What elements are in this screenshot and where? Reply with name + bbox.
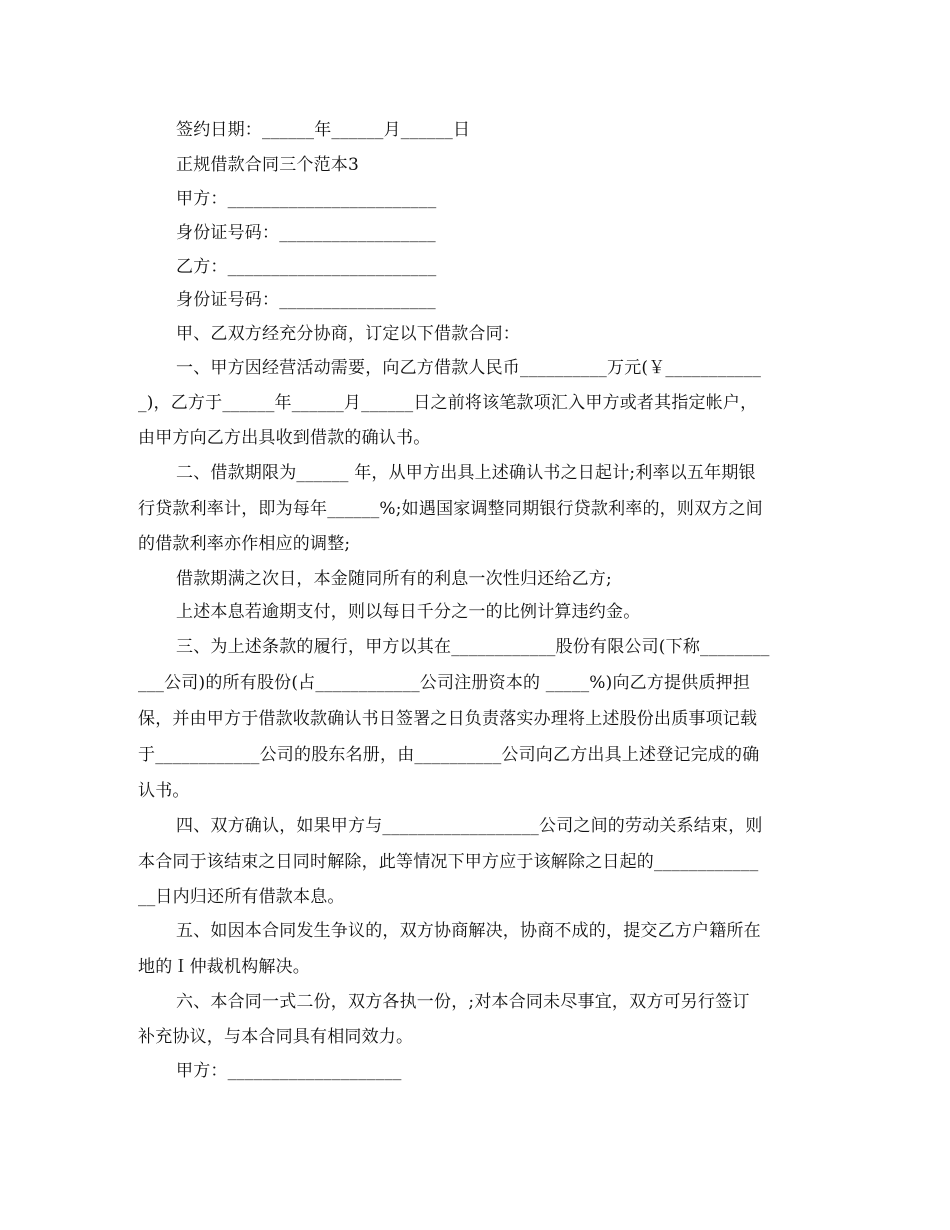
clause-6-line-1: 六、本合同一式二份，双方各执一份，;对本合同未尽事宜，双方可另行签订 [176, 992, 750, 1012]
clause-3-line-1: 三、为上述条款的履行，甲方以其在____________股份有限公司(下称________ [176, 637, 770, 657]
contract-title: 正规借款合同三个范本3 [176, 155, 360, 175]
clause-4-line-1: 四、双方确认，如果甲方与__________________公司之间的劳动关系结束，则 [176, 816, 763, 836]
clause-2-line-4: 借款期满之次日，本金随同所有的利息一次性归还给乙方; [176, 569, 612, 589]
clause-3-line-4: 于____________公司的股东名册，由__________公司向乙方出具上述登记完成的确 [138, 745, 760, 765]
party-a-signature-line: 甲方：____________________ [176, 1061, 402, 1081]
party-a-id-line: 身份证号码：__________________ [176, 223, 436, 243]
clause-2-line-2: 行贷款利率计，即为每年______%;如遇国家调整同期银行贷款利率的，则双方之间 [138, 499, 763, 519]
clause-1-line-1: 一、甲方因经营活动需要，向乙方借款人民币__________万元(￥___________ [176, 358, 762, 378]
clause-2-line-1: 二、借款期限为______ 年，从甲方出具上述确认书之日起计;利率以五年期银 [176, 463, 756, 483]
clause-1-line-3: 由甲方向乙方出具收到借款的确认书。 [138, 428, 431, 448]
clause-2-line-3: 的借款利率亦作相应的调整; [138, 534, 351, 554]
clause-3-line-5: 认书。 [138, 781, 190, 801]
clause-6-line-2: 补充协议，与本合同具有相同效力。 [138, 1027, 414, 1047]
preamble-line: 甲、乙双方经充分协商，订定以下借款合同： [176, 324, 520, 344]
clause-1-line-2: _)，乙方于______年______月______日之前将该笔款项汇入甲方或者其指定帐户， [138, 393, 758, 413]
clause-3-line-2: ___公司)的所有股份(占____________公司注册资本的 _____%)向乙方提供质押担 [138, 673, 751, 693]
clause-4-line-3: __日内归还所有借款本息。 [138, 887, 345, 907]
clause-2-line-5: 上述本息若逾期支付，则以每日千分之一的比例计算违约金。 [176, 602, 641, 622]
clause-5-line-2: 地的Ｉ仲裁机构解决。 [138, 957, 310, 977]
party-b-id-line: 身份证号码：__________________ [176, 290, 436, 310]
party-a-line: 甲方：________________________ [176, 189, 437, 209]
clause-5-line-1: 五、如因本合同发生争议的，双方协商解决，协商不成的，提交乙方户籍所在 [176, 921, 761, 941]
clause-3-line-3: 保，并由甲方于借款收款确认书日签署之日负责落实办理将上述股份出质事项记载 [138, 709, 758, 729]
clause-4-line-2: 本合同于该结束之日同时解除，此等情况下甲方应于该解除之日起的____________ [138, 852, 759, 872]
signing-date-line: 签约日期：______年______月______日 [176, 120, 471, 140]
party-b-line: 乙方：________________________ [176, 257, 437, 277]
